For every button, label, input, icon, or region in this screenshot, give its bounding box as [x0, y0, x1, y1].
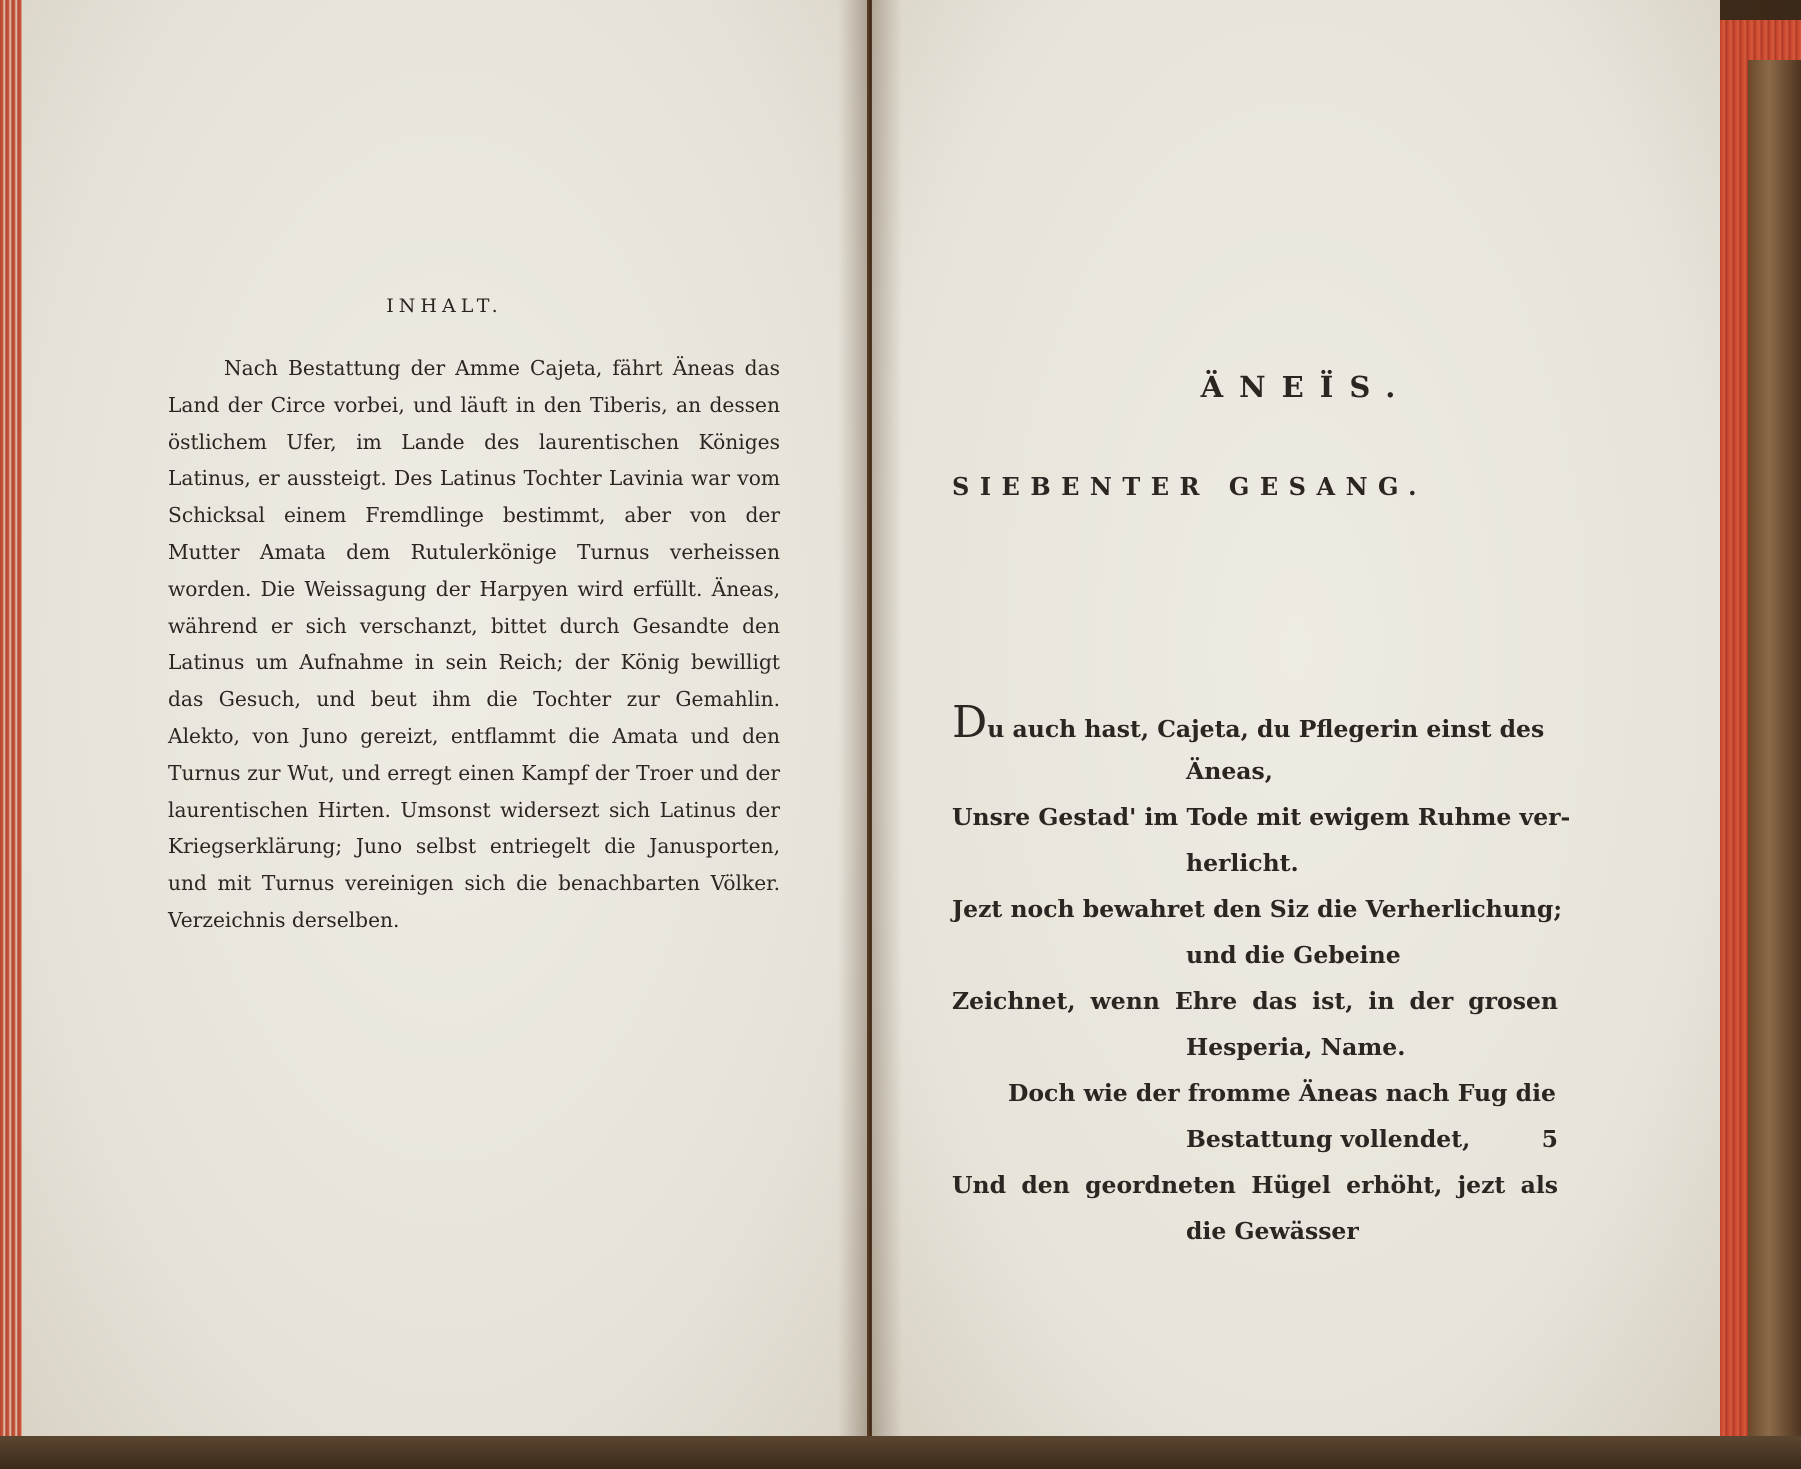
verse-line [952, 1162, 1558, 1208]
verse-text: u auch hast, Cajeta, du Pflegerin einst des [987, 715, 1545, 743]
verse-line [952, 886, 1563, 932]
verse-text: Und den geordneten Hügel erhöht, jezt als [952, 1171, 1558, 1199]
verse-text: Bestattung vollendet, [1186, 1125, 1471, 1153]
verse-line-continuation [952, 1116, 1558, 1162]
verse-line-continuation: Hesperia, Name. [1186, 1033, 1406, 1061]
canto-title: SIEBENTER GESANG. [952, 472, 1427, 501]
verse-line-continuation: Äneas, [1186, 757, 1273, 785]
book-title: ÄNEÏS. [1200, 370, 1412, 404]
verse-line: Doch wie der fromme Äneas nach Fug die [1008, 1079, 1556, 1107]
verse-block [952, 697, 1571, 1254]
verse-line-continuation: die Gewässer [1186, 1217, 1359, 1245]
book-bottom-edge [0, 1436, 1801, 1469]
verse-text: Jezt noch bewahret den Siz die Verherlichung; [952, 895, 1563, 923]
verse-line [952, 697, 1558, 748]
verse-line-continuation: herlicht. [1186, 849, 1299, 877]
verse-line [952, 978, 1558, 1024]
book-gutter [838, 0, 902, 1440]
verse-line [952, 794, 1571, 840]
verse-text: Unsre Gestad' im Tode mit ewigem Ruhme ver- [952, 803, 1571, 831]
verse-line-continuation: und die Gebeine [1186, 941, 1401, 969]
verse-text: Zeichnet, wenn Ehre das ist, in der grosen [952, 987, 1558, 1015]
line-number: 5 [1541, 1125, 1558, 1153]
inhalt-summary: Nach Bestattung der Amme Cajeta, fährt Äneas das Land der Circe vorbei, und läuft in den Tiberis, an dessen östlichem Ufer, im Lande des laurentischen Königes Latinus, er aussteigt. Des Latinus Tochter Lavinia war vom Schicksal einem Fremdlinge bestimmt, aber von der Mutter Amata dem Rutulerkönige Turnus verheissen worden. Die Weissagung der Harpyen wird erfüllt. Äneas, während er sich verschanzt, bittet durch Gesandte den Latinus um Aufnahme in sein Reich; der König bewilligt das Gesuch, und beut ihm die Tochter zur Gemahlin. Alekto, von Juno gereizt, entflammt die Amata und den Turnus zur Wut, und erregt einen Kampf der Troer und der laurentischen Hirten. Umsonst widersezt sich Latinus der Kriegserklärung; Juno selbst entriegelt die Janusporten, und mit Turnus vereinigen sich die benachbarten Völker. Verzeichnis derselben. [168, 356, 780, 932]
drop-cap: D [952, 697, 988, 748]
book-cover-edge [1748, 60, 1801, 1440]
inhalt-heading: INHALT. [386, 295, 503, 317]
